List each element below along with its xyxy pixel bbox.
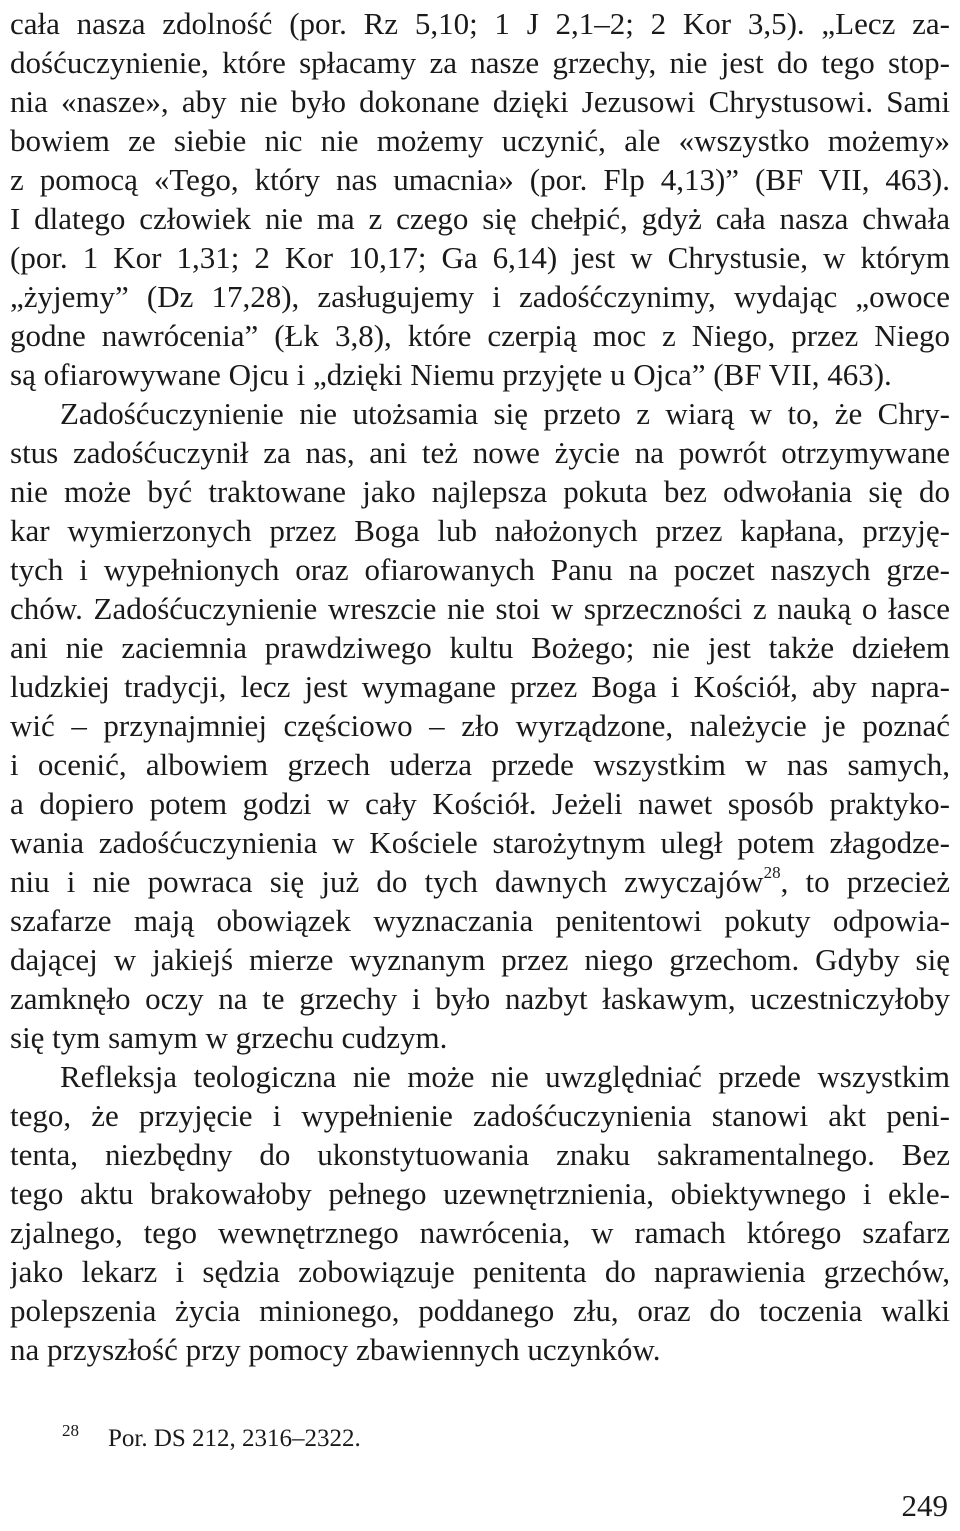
- text-line: cała nasza zdolność (por. Rz 5,10; 1 J 2,1–2; 2 Kor 3,5). „Lecz za-: [10, 6, 950, 41]
- text-line: zjalnego, tego wewnętrznego nawrócenia, w ramach którego szafarz: [10, 1215, 950, 1250]
- text-line: na przyszłość przy pomocy zbawiennych uczynków.: [10, 1332, 661, 1367]
- paragraph: [10, 4, 950, 394]
- text-line: ani nie zaciemnia prawdziwego kultu Bożego; nie jest także dziełem: [10, 630, 950, 665]
- text-line: szafarze mają obowiązek wyznaczania penitentowi pokuty odpowia-: [10, 903, 950, 938]
- text-line: stus zadośćuczynił za nas, ani też nowe życie na powrót otrzymywane: [10, 435, 950, 470]
- paragraph: [10, 394, 950, 1057]
- text-line: chów. Zadośćuczynienie wreszcie nie stoi w sprzeczności z nauką o łasce: [10, 591, 950, 626]
- paragraph: [10, 1057, 950, 1369]
- text-line: wić – przynajmniej częściowo – zło wyrządzone, należycie je poznać: [10, 708, 950, 743]
- footnote-text: Por. DS 212, 2316–2322.: [108, 1425, 361, 1452]
- text-line: nia «nasze», aby nie było dokonane dzięki Jezusowi Chrystusowi. Sami: [10, 84, 950, 119]
- text-line: tego, że przyjęcie i wypełnienie zadośćuczynienia stanowi akt peni-: [10, 1098, 950, 1133]
- page-number: 249: [901, 1488, 948, 1523]
- text-line: [10, 862, 950, 901]
- text-line: godne nawrócenia” (Łk 3,8), które czerpią moc z Niego, przez Niego: [10, 318, 950, 353]
- text-line: jako lekarz i sędzia zobowiązuje penitenta do naprawienia grzechów,: [10, 1254, 950, 1289]
- text-line: a dopiero potem godzi w cały Kościół. Jeżeli nawet sposób praktyko-: [10, 786, 950, 821]
- text-line: tych i wypełnionych oraz ofiarowanych Panu na poczet naszych grze-: [10, 552, 950, 587]
- footnote: [62, 1414, 762, 1456]
- text-line: bowiem ze siebie nic nie możemy uczynić, ale «wszystko możemy»: [10, 123, 950, 158]
- text-line: nie może być traktowane jako najlepsza pokuta bez odwołania się do: [10, 474, 950, 509]
- text-line: się tym samym w grzechu cudzym.: [10, 1020, 448, 1055]
- text-line: wania zadośćuczynienia w Kościele starożytnym uległ potem złagodze-: [10, 825, 950, 860]
- text-segment: niu i nie powraca się już do tych dawnych zwyczajów: [10, 864, 764, 899]
- text-line: tego aktu brakowałoby pełnego uzewnętrznienia, obiektywnego i ekle-: [10, 1176, 950, 1211]
- text-line: tenta, niezbędny do ukonstytuowania znaku sakramentalnego. Bez: [10, 1137, 950, 1172]
- text-line: polepszenia życia minionego, poddanego złu, oraz do toczenia walki: [10, 1293, 950, 1328]
- text-line: dającej w jakiejś mierze wyznanym przez niego grzechom. Gdyby się: [10, 942, 950, 977]
- text-line: (por. 1 Kor 1,31; 2 Kor 10,17; Ga 6,14) jest w Chrystusie, w którym: [10, 240, 950, 275]
- text-line: „żyjemy” (Dz 17,28), zasługujemy i zadośćczynimy, wydając „owoce: [10, 279, 950, 314]
- footnote-reference: 28: [763, 863, 781, 882]
- text-segment: , to przecież: [780, 864, 950, 899]
- text-line: z pomocą «Tego, który nas umacnia» (por. Flp 4,13)” (BF VII, 463).: [10, 162, 950, 197]
- footnote-mark: 28: [62, 1421, 79, 1440]
- text-line: dośćuczynienie, które spłacamy za nasze grzechy, nie jest do tego stop-: [10, 45, 950, 80]
- text-line: Refleksja teologiczna nie może nie uwzględniać przede wszystkim: [60, 1059, 950, 1094]
- text-line: są ofiarowywane Ojcu i „dzięki Niemu przyjęte u Ojca” (BF VII, 463).: [10, 357, 892, 392]
- text-line: I dlatego człowiek nie ma z czego się chełpić, gdyż cała nasza chwała: [10, 201, 950, 236]
- text-line: zamknęło oczy na te grzechy i było nazbyt łaskawym, uczestniczyłoby: [10, 981, 950, 1016]
- text-line: kar wymierzonych przez Boga lub nałożonych przez kapłana, przyję-: [10, 513, 950, 548]
- text-line: Zadośćuczynienie nie utożsamia się przeto z wiarą w to, że Chry-: [60, 396, 950, 431]
- text-line: ludzkiej tradycji, lecz jest wymagane przez Boga i Kościół, aby napra-: [10, 669, 950, 704]
- text-line: i ocenić, albowiem grzech uderza przede wszystkim w nas samych,: [10, 747, 950, 782]
- body-text: [10, 4, 950, 1369]
